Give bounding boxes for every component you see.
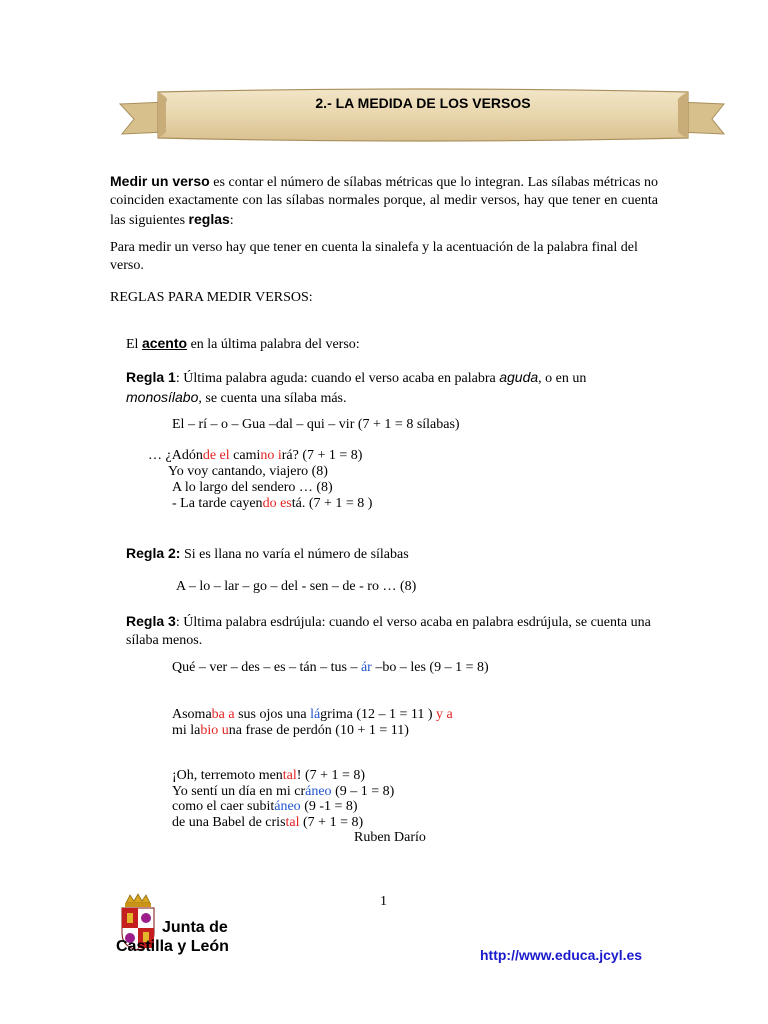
reglas-word: reglas <box>188 211 230 227</box>
poem-author: Ruben Darío <box>354 830 426 845</box>
regla2-text: Regla 2: Si es llana no varía el número de sílabas <box>126 545 409 562</box>
acento-word: acento <box>141 335 188 351</box>
poem-line2: Yo sentí un día en mi cráneo (9 – 1 = 8) <box>172 784 395 799</box>
logo-line1: Junta de <box>162 919 228 936</box>
regla1-verse1: … ¿Adónde el camino irá? (7 + 1 = 8) <box>148 448 363 463</box>
page-number: 1 <box>380 894 387 909</box>
regla1-text: Regla 1: Última palabra aguda: cuando el verso acaba en palabra aguda, o en un monosílabo, se cuenta una sílaba más. <box>126 369 587 406</box>
regla1-verse3: A lo largo del sendero … (8) <box>172 480 333 495</box>
rules-heading: REGLAS PARA MEDIR VERSOS: <box>110 290 313 305</box>
regla1-example: El – rí – o – Gua –dal – qui – vir (7 + 1 = 8 sílabas) <box>172 417 460 432</box>
poem-line3: como el caer subitáneo (9 -1 = 8) <box>172 799 358 814</box>
poem-line4: de una Babel de cristal (7 + 1 = 8) <box>172 815 364 830</box>
regla3-verse1: Asomaba a sus ojos una lágrima (12 – 1 = 11 ) y a <box>172 707 453 722</box>
intro-term: Medir un verso <box>110 173 210 189</box>
title-banner <box>118 84 728 150</box>
regla3-example: Qué – ver – des – es – tán – tus – ár –bo – les (9 – 1 = 8) <box>172 660 489 675</box>
footer-url-link[interactable]: http://www.educa.jcyl.es <box>480 947 643 963</box>
regla3-text: Regla 3: Última palabra esdrújula: cuando el verso acaba en palabra esdrújula, se cuenta una sílaba menos. <box>126 613 651 648</box>
regla3-label: Regla 3 <box>126 613 176 629</box>
regla1-verse2: Yo voy cantando, viajero (8) <box>168 464 328 479</box>
acento-line: El acento en la última palabra del verso: <box>126 335 360 352</box>
regla3-verse2: mi labio una frase de perdón (10 + 1 = 11) <box>172 723 409 738</box>
regla1-label: Regla 1 <box>126 369 176 385</box>
junta-logo <box>116 893 276 963</box>
scroll-banner-icon <box>118 84 728 150</box>
poem-line1: ¡Oh, terremoto mental! (7 + 1 = 8) <box>172 768 366 783</box>
intro-paragraph: Medir un verso es contar el número de sílabas métricas que lo integran. Las sílabas métricas no coinciden exactamente con las sílabas normales porque, al medir versos, hay que tener en cuenta las siguientes reglas: <box>110 173 658 228</box>
sinalefa-paragraph: Para medir un verso hay que tener en cuenta la sinalefa y la acentuación de la palabra final del verso. <box>110 240 638 273</box>
regla2-label: Regla 2: <box>126 545 181 561</box>
regla1-verse4: - La tarde cayendo está. (7 + 1 = 8 ) <box>172 496 373 511</box>
regla2-example: A – lo – lar – go – del - sen – de - ro … (8) <box>176 579 417 594</box>
logo-line2: Castilla y León <box>116 938 229 955</box>
page-title: 2.- LA MEDIDA DE LOS VERSOS <box>315 95 531 111</box>
